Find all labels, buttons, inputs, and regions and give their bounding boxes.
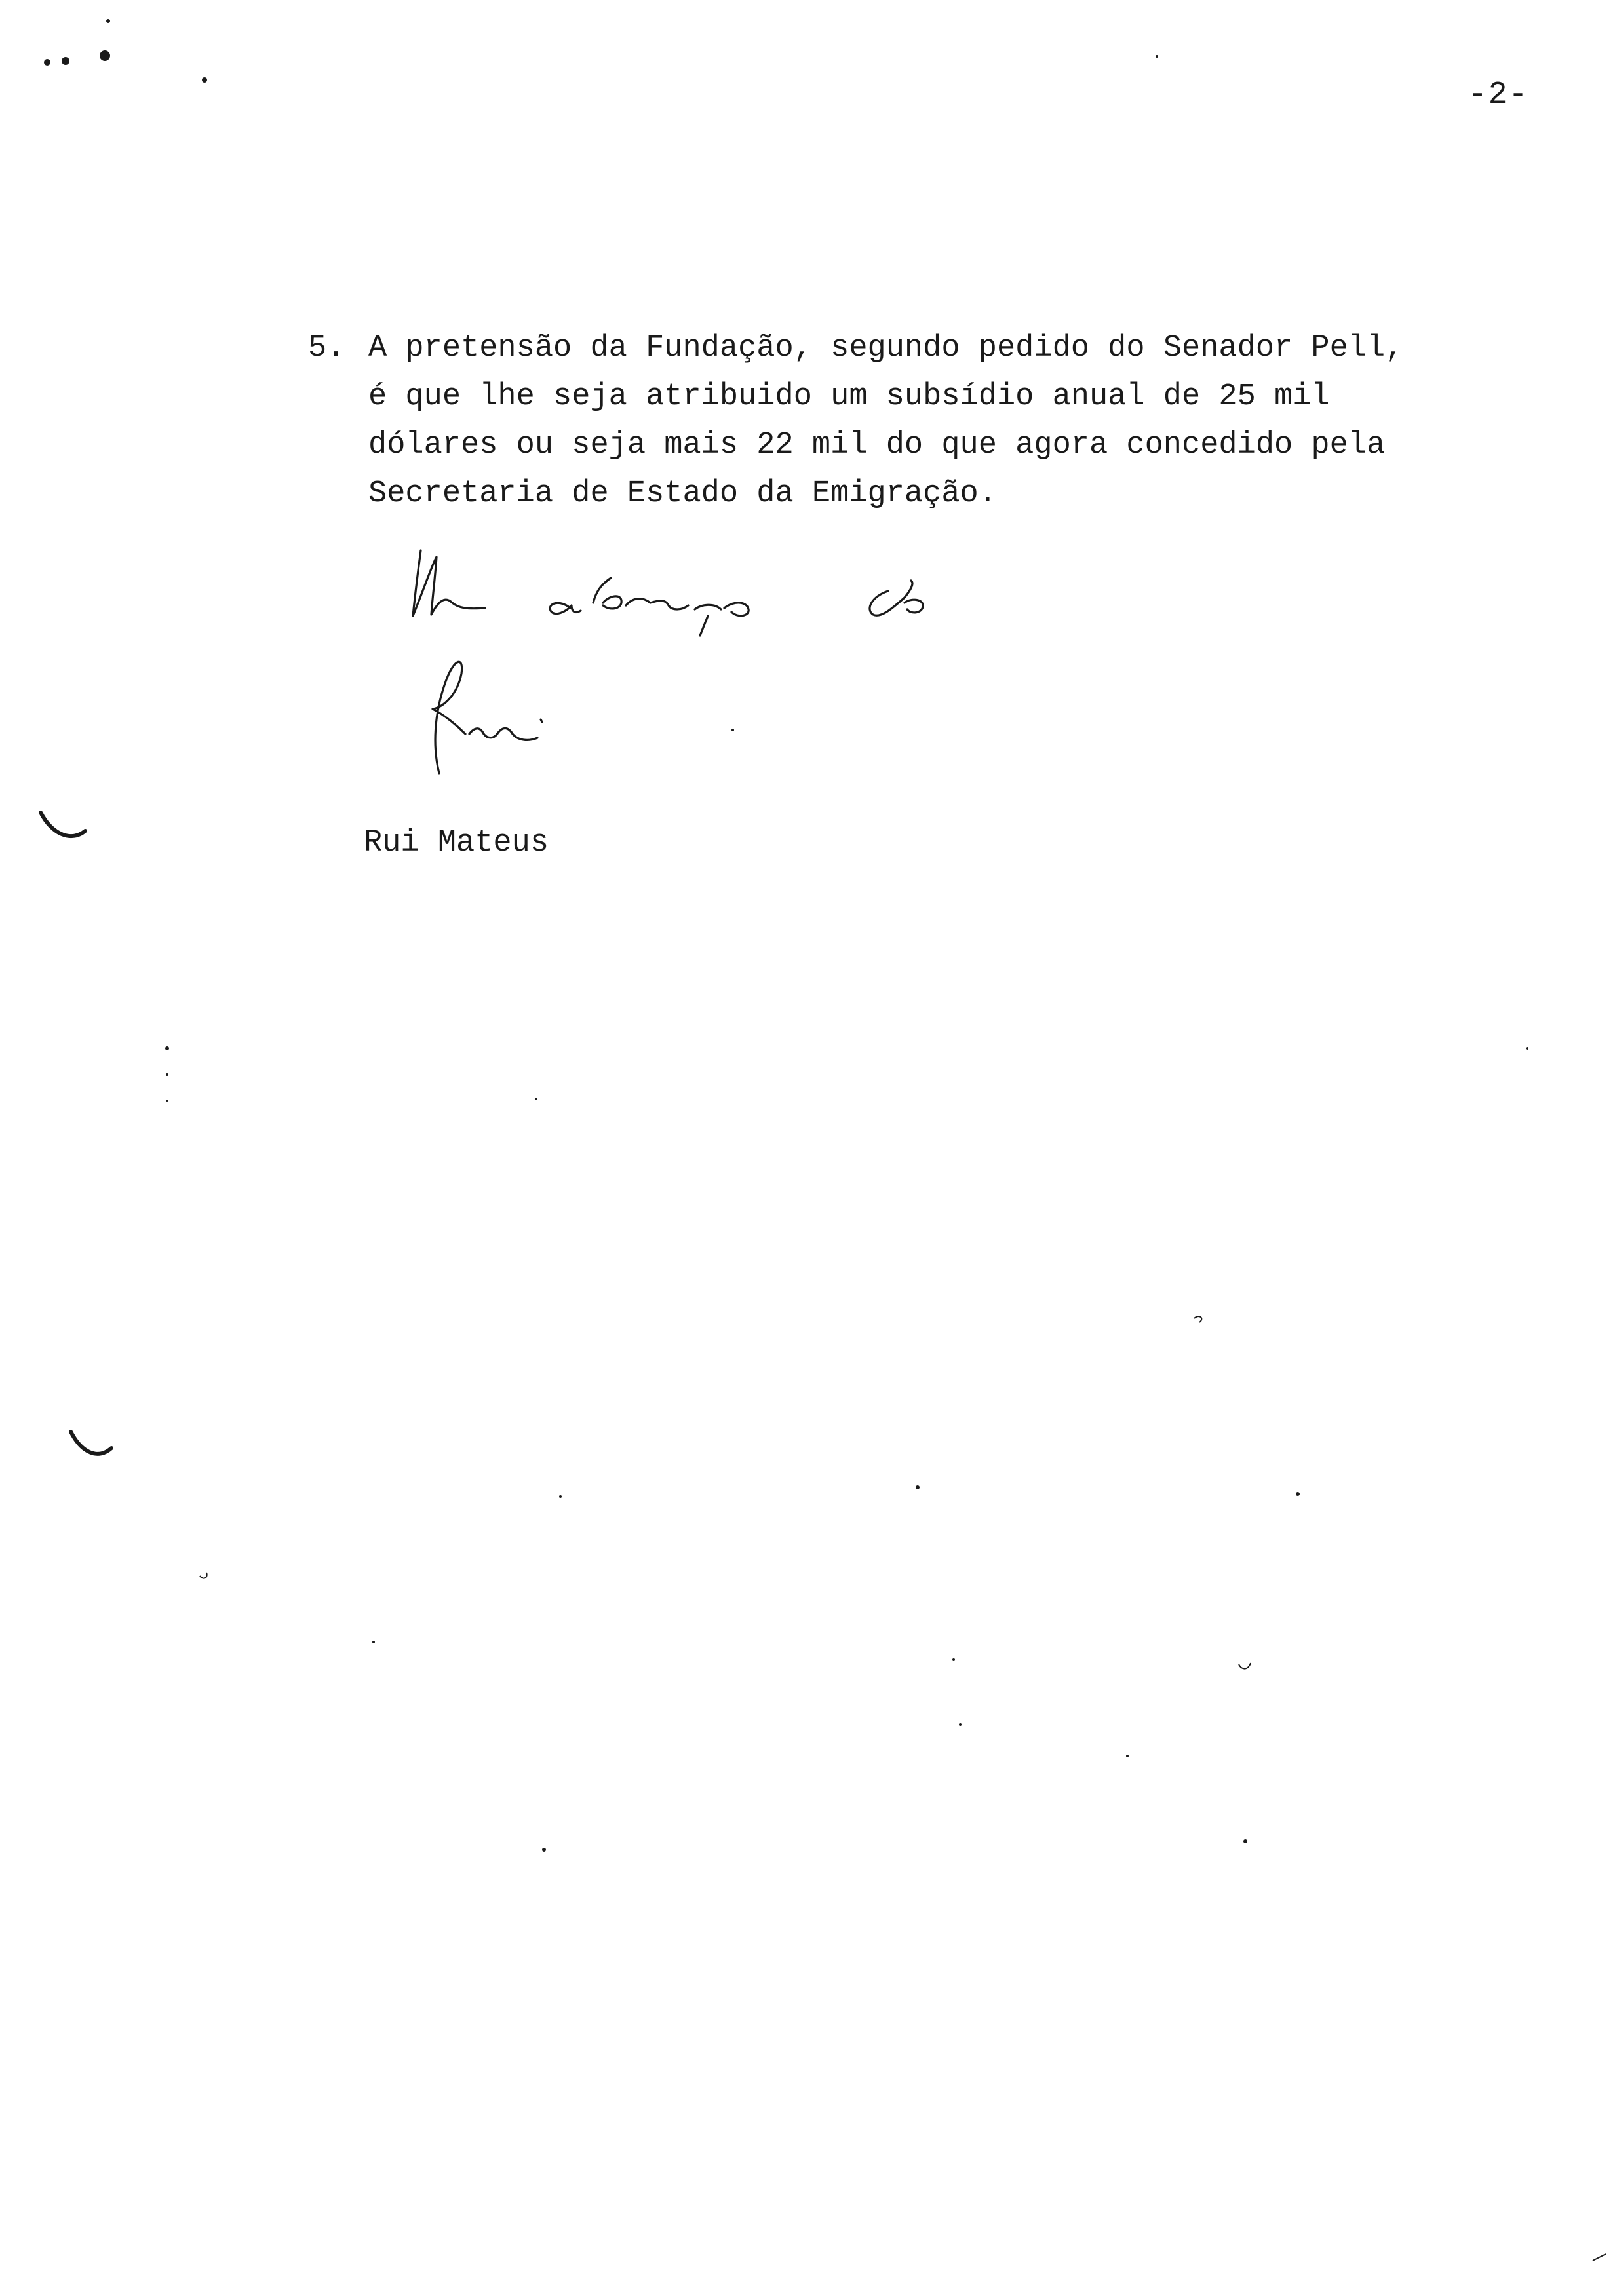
handwritten-um [413, 550, 485, 616]
paragraph-line: dólares ou seja mais 22 mil do que agora concedido pela [368, 428, 1386, 463]
paragraph-line: Secretaria de Estado da Emigração. [368, 476, 997, 511]
signatory-name: Rui Mateus [364, 826, 549, 860]
handwritten-closing-and-signature [406, 537, 996, 813]
binder-mark-1 [41, 813, 85, 836]
paragraph-text [368, 324, 1403, 518]
signature-image [406, 537, 996, 813]
paragraph-line: A pretensão da Fundação, segundo pedido do Senador Pell, [368, 331, 1404, 366]
handwritten-do [870, 581, 923, 615]
handwritten-rui [433, 662, 542, 773]
paragraph-line: é que lhe seja atribuido um subsídio anual de 25 mil [368, 379, 1330, 414]
handwritten-abraco [550, 578, 749, 636]
paragraph-number: 5. [308, 331, 345, 366]
page-number: -2- [1468, 77, 1529, 113]
binder-mark-2 [71, 1432, 111, 1454]
